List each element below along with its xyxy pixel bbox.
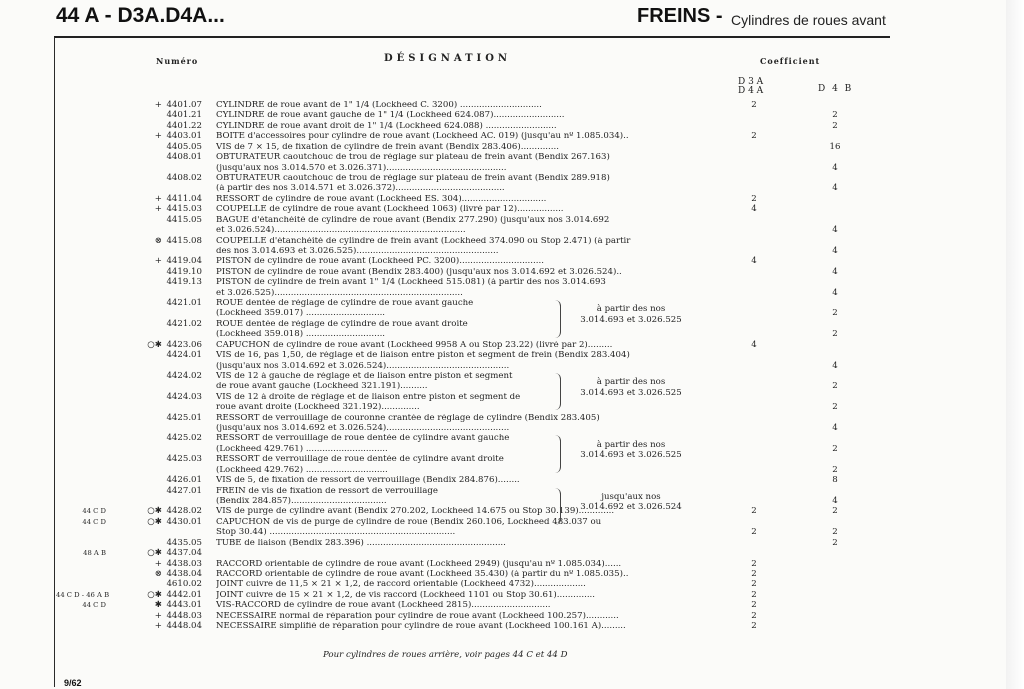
part-designation: VIS de 5, de fixation de ressort de verrouillage (Bendix 284.876)........ [216, 476, 520, 486]
range-note-line2: 3.014.693 et 3.026.525 [580, 450, 682, 461]
part-designation: (jusqu'aux nos 3.014.692 et 3.026.524)............................................. [216, 361, 510, 371]
coef-d4b: 2 [832, 120, 838, 131]
coef-d3a-d4a: 2 [751, 506, 757, 517]
part-row [0, 372, 1024, 381]
part-designation: roue avant droite (Lockheed 321.192).............. [216, 403, 420, 413]
part-row [0, 466, 1024, 475]
part-number: 4415.08 [166, 235, 202, 246]
page-number: 9/62 [64, 678, 82, 688]
range-note-line1: à partir des nos [596, 377, 666, 388]
part-designation: PISTON de cylindre de roue avant (Bendix 283.400) (jusqu'aux nos 3.014.692 et 3.026.524).. [216, 267, 622, 277]
part-number: 4442.01 [166, 589, 202, 600]
part-row [0, 351, 1024, 360]
part-number: 4426.01 [166, 475, 202, 486]
part-number: 4419.04 [166, 256, 202, 267]
part-designation: BAGUE d'étanchéité de cylindre de roue avant (Bendix 277.290) (jusqu'aux nos 3.014.692 [216, 215, 610, 225]
coef-d4b: 4 [832, 183, 838, 194]
part-designation: des nos 3.014.693 et 3.026.525).................................................... [216, 246, 499, 256]
part-designation: VIS-RACCORD de cylindre de roue avant (Lockheed 2815)............................. [216, 601, 551, 611]
coef-d3a-d4a: 4 [751, 339, 757, 350]
part-number: 4401.07 [166, 100, 202, 110]
coef-d4b: 2 [832, 527, 838, 538]
part-row [0, 309, 1024, 318]
part-row [0, 132, 1024, 141]
part-number: 4401.22 [166, 120, 202, 131]
part-number: 4424.01 [166, 350, 202, 361]
coef-d4b: 4 [832, 162, 838, 173]
coefficient-column-header: Coefficient [760, 56, 821, 66]
section-subtitle: Cylindres de roues avant [731, 12, 886, 28]
part-row [0, 570, 1024, 579]
coef-d4b: 2 [832, 329, 838, 340]
part-row [0, 237, 1024, 246]
part-row [0, 226, 1024, 235]
part-designation: et 3.026.525)..................................................................... [216, 288, 463, 298]
coef-d4b: 2 [832, 443, 838, 454]
row-symbol: + [154, 558, 162, 569]
part-designation: FREIN de vis de fixation de ressort de verrouillage [216, 486, 439, 496]
coef-d4b: 2 [832, 308, 838, 319]
part-number: 4438.04 [166, 568, 202, 579]
coef-d4b: 4 [832, 225, 838, 235]
part-number: 4425.01 [166, 412, 202, 423]
part-row [0, 434, 1024, 443]
row-symbol: ○✱ [147, 506, 162, 517]
coef-d3a-d4a: 2 [751, 621, 757, 631]
row-symbol: ✱ [154, 600, 162, 611]
part-row [0, 591, 1024, 600]
part-designation: et 3.026.524)...................................................................... [216, 226, 466, 235]
part-row [0, 184, 1024, 193]
part-number: 4425.02 [166, 433, 202, 444]
coef-d3a-d4a: 2 [751, 100, 757, 110]
coef-d4b: 2 [832, 506, 838, 517]
part-designation: de roue avant gauche (Lockheed 321.191).......... [216, 382, 428, 392]
part-designation: OBTURATEUR caoutchouc de trou de réglage sur plateau de frein avant (Bendix 289.918) [216, 173, 610, 183]
part-number: 4403.01 [166, 131, 202, 142]
part-row [0, 414, 1024, 423]
part-row [0, 539, 1024, 548]
part-number: 4448.03 [166, 610, 202, 621]
part-designation: RESSORT de cylindre de roue avant (Lockheed ES. 304)............................... [216, 194, 547, 204]
part-row [0, 382, 1024, 391]
part-number: 4443.01 [166, 600, 202, 611]
row-symbol: ○✱ [147, 516, 162, 527]
part-designation: VIS de purge de cylindre avant (Bendix 270.202, Lockheed 14.675 ou Stop 30.139)............. [216, 507, 615, 517]
part-row [0, 268, 1024, 277]
part-row [0, 518, 1024, 527]
part-row [0, 362, 1024, 371]
part-designation: RESSORT de verrouillage de couronne crantée de réglage de cylindre (Bendix 283.405) [216, 413, 600, 423]
designation-column-header: DÉSIGNATION [384, 53, 512, 64]
part-number: 4437.04 [166, 548, 202, 559]
coef-d3a-d4a: 2 [751, 568, 757, 579]
range-note-line2: 3.014.692 et 3.026.524 [580, 502, 682, 513]
part-row [0, 111, 1024, 120]
part-designation: RESSORT de verrouillage de roue dentée de cylindre avant droite [216, 455, 504, 465]
part-designation: JOINT cuivre de 15 × 21 × 1,2, de vis raccord (Lockheed 1101 ou Stop 30.61).............. [216, 590, 596, 600]
section-title: FREINS - [637, 5, 723, 27]
part-row [0, 507, 1024, 516]
coef-d4b: 4 [832, 245, 838, 256]
part-row [0, 247, 1024, 256]
part-designation: (Lockheed 429.761) .............................. [216, 444, 388, 454]
row-tag: 44 C D [82, 517, 106, 526]
part-row [0, 101, 1024, 110]
part-number: 4401.21 [166, 110, 202, 121]
row-symbol: + [154, 621, 162, 631]
part-row [0, 330, 1024, 339]
coef-d4b: 2 [832, 464, 838, 475]
part-number: 4428.02 [166, 506, 202, 517]
part-designation: VIS de 7 × 15, de fixation de cylindre de frein avant (Bendix 283.406).............. [216, 142, 559, 152]
row-symbol: + [154, 131, 162, 142]
part-row [0, 393, 1024, 402]
coef-d3a-d4a: 2 [751, 589, 757, 600]
part-number: 4438.03 [166, 558, 202, 569]
coef-d3a-d4a-header: D 3 A D 4 A [738, 77, 764, 96]
part-designation: CYLINDRE de roue avant de 1" 1/4 (Lockheed C. 3200) .............................. [216, 101, 542, 110]
part-designation: PISTON de cylindre de frein avant 1" 1/4 (Lockheed 515.081) (à partir des nos 3.014.693 [216, 278, 606, 288]
coef-d4b: 4 [832, 266, 838, 277]
coef-d4b: 4 [832, 360, 838, 371]
part-designation: BOITE d'accessoires pour cylindre de roue avant (Lockheed AC. 019) (jusqu'au nº 1.085.034).. [216, 132, 629, 142]
page-code: 44 A - D3A.D4A... [56, 4, 225, 27]
range-note-line2: 3.014.693 et 3.026.525 [580, 387, 682, 398]
coef-d4b: 8 [832, 475, 838, 486]
part-row [0, 528, 1024, 537]
numero-column-header: Numéro [156, 56, 199, 66]
part-designation: (jusqu'aux nos 3.014.570 et 3.026.371)............................................ [216, 163, 507, 173]
range-bracket [552, 488, 561, 526]
row-symbol: ○✱ [147, 339, 162, 350]
header-rule [54, 36, 890, 38]
part-row [0, 257, 1024, 266]
row-tag: 44 C D [82, 507, 106, 516]
part-number: 4430.01 [166, 516, 202, 527]
part-number: 4408.01 [166, 152, 202, 163]
part-designation: VIS de 12 à gauche de réglage et de liaison entre piston et segment [216, 371, 513, 381]
part-designation: COUPELLE d'étanchéité de cylindre de frein avant (Lockheed 374.090 ou Stop 2.471) (à partir [216, 236, 631, 246]
part-designation: (jusqu'aux nos 3.014.692 et 3.026.524)............................................. [216, 424, 510, 433]
part-row [0, 341, 1024, 350]
part-designation: CYLINDRE de roue avant droit de 1" 1/4 (Lockheed 624.088) .......................... [216, 121, 557, 131]
part-row [0, 560, 1024, 569]
part-designation: (à partir des nos 3.014.571 et 3.026.372)........................................ [216, 184, 505, 194]
coef-d4b: 4 [832, 423, 838, 433]
part-row [0, 174, 1024, 183]
part-designation: (Bendix 284.857)................................... [216, 497, 387, 506]
part-designation: (Lockheed 359.017) ............................. [216, 309, 386, 319]
part-row [0, 476, 1024, 485]
part-row [0, 216, 1024, 225]
row-tag: 48 A B [83, 549, 106, 558]
part-row [0, 487, 1024, 496]
range-note-line1: à partir des nos [596, 304, 666, 315]
part-row [0, 424, 1024, 433]
part-row [0, 195, 1024, 204]
part-row [0, 622, 1024, 631]
range-bracket [552, 300, 561, 338]
part-number: 4419.10 [166, 266, 202, 277]
part-designation: RESSORT de verrouillage de roue dentée de cylindre avant gauche [216, 434, 510, 444]
part-row [0, 289, 1024, 298]
part-row [0, 205, 1024, 214]
part-number: 4415.05 [166, 214, 202, 225]
part-number: 4405.05 [166, 141, 202, 152]
row-symbol: ○✱ [147, 589, 162, 600]
part-row [0, 497, 1024, 506]
part-number: 4421.02 [166, 318, 202, 329]
coef-d3a-d4a: 4 [751, 204, 757, 215]
part-row [0, 320, 1024, 329]
row-symbol: + [154, 256, 162, 267]
row-symbol: + [154, 193, 162, 204]
row-symbol: ○✱ [147, 548, 162, 559]
row-tag: 44 C D [82, 601, 106, 610]
part-number: 4411.04 [166, 193, 202, 204]
part-row [0, 299, 1024, 308]
part-row [0, 601, 1024, 610]
coef-d3a-d4a: 2 [751, 579, 757, 590]
coef-d3a-d4a: 2 [751, 600, 757, 611]
footnote: Pour cylindres de roues arrière, voir pages 44 C et 44 D [323, 650, 568, 660]
part-designation: NÉCESSAIRE normal de réparation pour cylindre de roue avant (Lockheed 100.257)............ [216, 611, 619, 621]
coef-d4b-header: D 4 B [818, 84, 854, 94]
part-number: 4423.06 [166, 339, 202, 350]
coef-d4b: 2 [832, 402, 838, 413]
coef-d4b: 4 [832, 496, 838, 506]
coef-d3a-d4a: 2 [751, 610, 757, 621]
part-number: 4427.01 [166, 485, 202, 496]
coef-d4b: 2 [832, 381, 838, 392]
part-number: 4408.02 [166, 172, 202, 183]
coef-d3a-d4a: 2 [751, 527, 757, 538]
part-designation: RACCORD orientable de cylindre de roue avant (Lockheed 2949) (jusqu'au nº 1.085.034)...... [216, 559, 622, 569]
row-symbol: ⊗ [154, 235, 162, 246]
row-symbol: + [154, 204, 162, 215]
part-row [0, 612, 1024, 621]
part-designation: VIS de 12 à droite de réglage et de liaison entre piston et segment de [216, 392, 521, 402]
part-designation: OBTURATEUR caoutchouc de trou de réglage sur plateau de frein avant (Bendix 267.163) [216, 153, 610, 163]
part-designation: VIS de 16, pas 1,50, de réglage et de liaison entre piston et segment de frein (Bendix 283.404) [216, 351, 630, 361]
coef-d4b: 2 [832, 537, 838, 548]
coef-d4b: 4 [832, 287, 838, 298]
range-bracket [552, 373, 561, 411]
row-symbol: + [154, 100, 162, 110]
part-row [0, 164, 1024, 173]
part-designation: ROUE dentée de réglage de cylindre de roue avant droite [216, 319, 468, 329]
coef-d3a-d4a: 2 [751, 193, 757, 204]
part-designation: CAPUCHON de vis de purge de cylindre de roue (Bendix 260.106, Lockheed 483.037 ou [216, 517, 602, 527]
part-row [0, 549, 1024, 558]
row-tag: 44 C D - 46 A B [56, 590, 110, 599]
part-number: 4421.01 [166, 298, 202, 308]
part-designation: (Lockheed 429.762) .............................. [216, 465, 388, 475]
part-designation: Stop 30.44) .................................................................... [216, 528, 456, 538]
part-row [0, 403, 1024, 412]
part-designation: PISTON de cylindre de roue avant (Lockheed PC. 3200)............................... [216, 257, 544, 267]
part-number: 4415.03 [166, 204, 202, 215]
part-designation: CYLINDRE de roue avant gauche de 1" 1/4 (Lockheed 624.087).......................... [216, 111, 565, 121]
part-designation: RACCORD orientable de cylindre de roue avant (Lockheed 35.430) (à partir du nº 1.085.035).. [216, 569, 629, 579]
part-row [0, 455, 1024, 464]
coef-d3a-d4a: 4 [751, 256, 757, 267]
part-row [0, 122, 1024, 131]
coef-d4b: 16 [829, 141, 841, 152]
part-designation: CAPUCHON de cylindre de roue avant (Lockheed 9958 A ou Stop 23.22) (livré par 2)......... [216, 340, 613, 350]
part-designation: TUBE de liaison (Bendix 283.396) ................................................... [216, 538, 506, 548]
range-bracket [552, 435, 561, 473]
part-number: 4435.05 [166, 537, 202, 548]
part-designation: COUPELLE de cylindre de roue avant (Lockheed 1063) (livré par 12)................. [216, 205, 564, 215]
part-number: 4419.13 [166, 277, 202, 288]
range-note-line2: 3.014.693 et 3.026.525 [580, 314, 682, 325]
range-note-line1: jusqu'aux nos [601, 491, 661, 502]
part-row [0, 278, 1024, 287]
coef-d3a-d4a: 2 [751, 131, 757, 142]
part-row [0, 143, 1024, 152]
coef-d4b: 2 [832, 110, 838, 121]
part-designation: (Lockheed 359.018) ............................. [216, 330, 386, 340]
part-designation: JOINT cuivre de 11,5 × 21 × 1,2, de raccord orientable (Lockheed 4732)................... [216, 580, 586, 590]
part-row [0, 580, 1024, 589]
part-designation: ROUE dentée de réglage de cylindre de roue avant gauche [216, 299, 474, 308]
part-number: 4610.02 [166, 579, 202, 590]
range-note-line1: à partir des nos [596, 439, 666, 450]
part-row [0, 445, 1024, 454]
part-number: 4448.04 [166, 621, 202, 631]
row-symbol: + [154, 610, 162, 621]
coef-d3a-d4a: 2 [751, 558, 757, 569]
part-designation: NÉCESSAIRE simplifié de réparation pour cylindre de roue avant (Lockheed 100.161 A)......... [216, 622, 626, 631]
row-symbol: ⊗ [154, 568, 162, 579]
part-row [0, 153, 1024, 162]
part-number: 4424.03 [166, 391, 202, 402]
part-number: 4425.03 [166, 454, 202, 465]
part-number: 4424.02 [166, 370, 202, 381]
